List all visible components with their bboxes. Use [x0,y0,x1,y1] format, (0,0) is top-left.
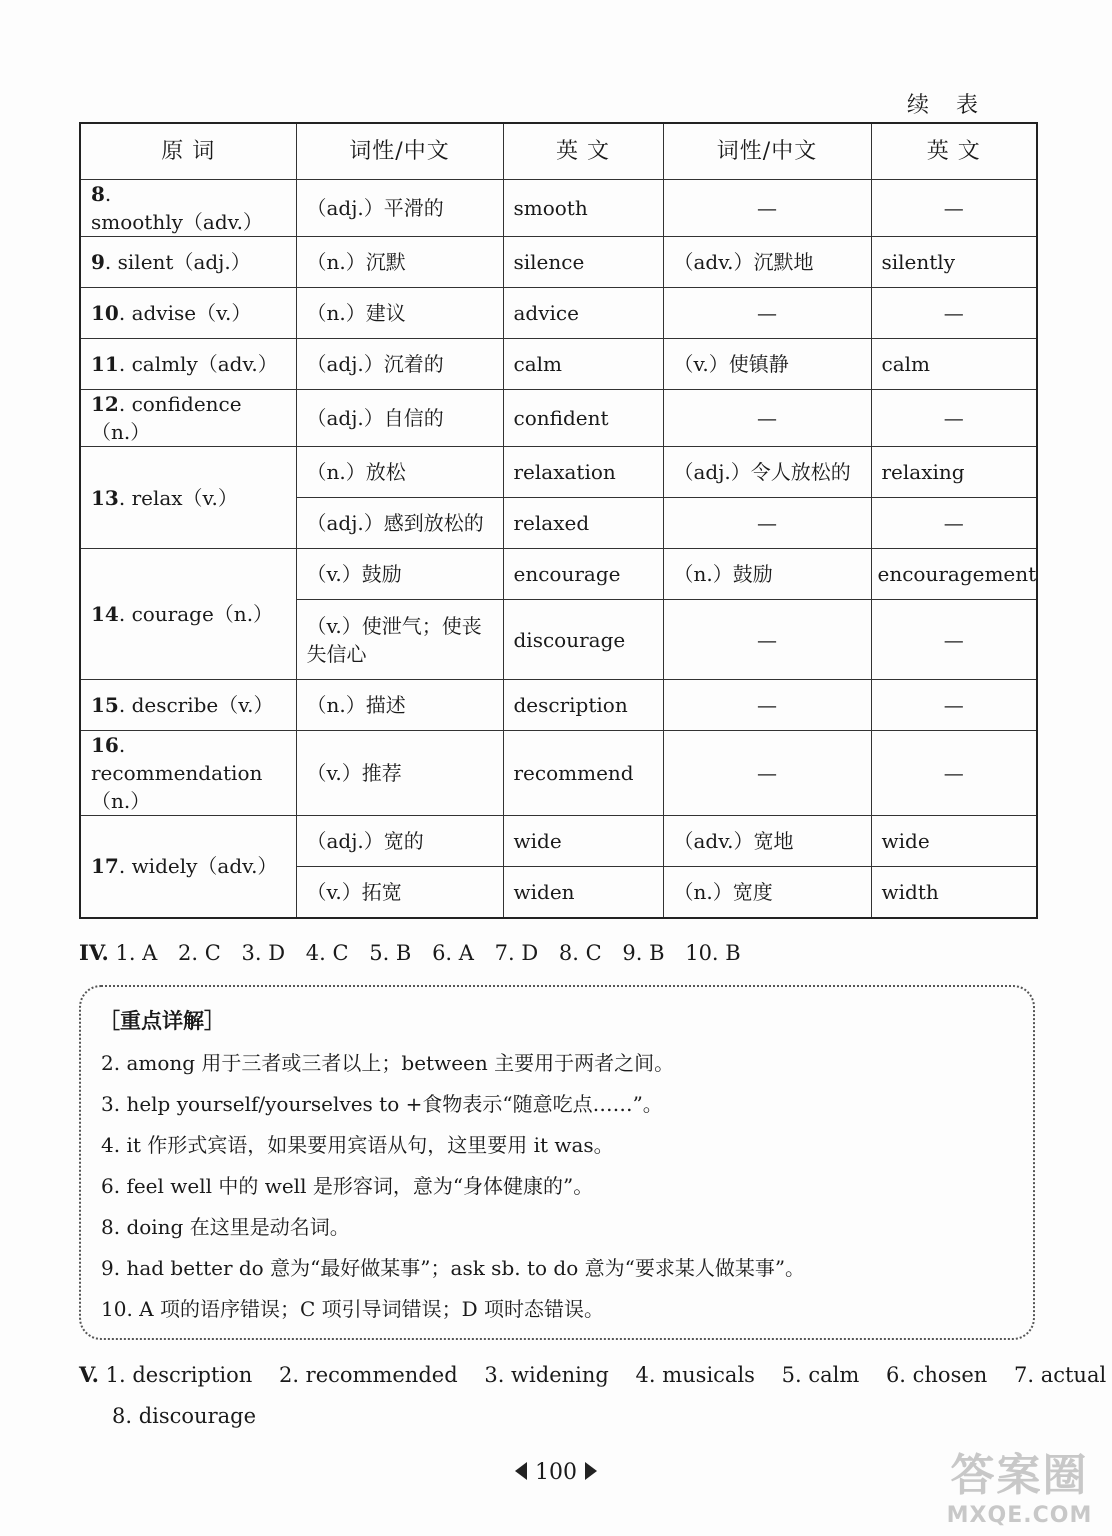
english-cell: — [871,498,1037,549]
answer-item: 9. B [622,941,665,965]
pos-chinese-cell: （v.）使泄气；使丧失信心 [296,600,503,680]
pos-chinese-cell: （v.）使镇静 [663,339,871,390]
explanation-line: 3. help yourself/yourselves to +食物表示“随意吃点……”。 [101,1092,663,1116]
table-row [80,731,1037,816]
original-word-cell: 16. recommendation（n.） [80,731,296,816]
explanation-line: 8. doing 在这里是动名词。 [101,1215,350,1239]
table-row [80,447,1037,498]
table-row [80,339,1037,390]
english-cell: — [871,731,1037,816]
header-pos-chinese-1: 词性/中文 [296,123,503,180]
watermark-line1: 答案圈 [950,1450,1089,1501]
english-cell: — [871,600,1037,680]
answer-item: 2. C [178,941,221,965]
pos-chinese-cell: （n.）描述 [296,680,503,731]
english-cell: encouragement [871,549,1037,600]
table-row [80,680,1037,731]
pos-chinese-cell: （n.）建议 [296,288,503,339]
table-row [80,180,1037,237]
answer-item: 10. B [685,941,741,965]
explanation-line: 6. feel well 中的 well 是形容词，意为“身体健康的”。 [101,1174,594,1198]
pos-chinese-cell: （v.）推荐 [296,731,503,816]
pos-chinese-cell: （adj.）沉着的 [296,339,503,390]
triangle-left-icon [515,1462,527,1480]
answer-item: 6. chosen [885,1363,988,1387]
section-v-label: V. [79,1362,99,1387]
original-word-cell: 8. smoothly（adv.） [80,180,296,237]
pos-chinese-cell: — [663,180,871,237]
english-cell: advice [503,288,663,339]
english-cell: — [871,390,1037,447]
answer-item: 3. D [241,941,286,965]
pos-chinese-cell: （n.）放松 [296,447,503,498]
english-cell: discourage [503,600,663,680]
triangle-right-icon [585,1462,597,1480]
english-cell: calm [871,339,1037,390]
pos-chinese-cell: （n.）宽度 [663,867,871,918]
english-cell: silently [871,237,1037,288]
table-row [80,390,1037,447]
english-cell: width [871,867,1037,918]
answer-item: 1. A [115,941,158,965]
continued-label: 续 表 [907,93,988,118]
explanation-line: 2. among 用于三者或三者以上；between 主要用于两者之间。 [101,1051,675,1075]
answer-item: 4. C [305,941,349,965]
section-v-answers-line2 [112,1404,256,1428]
english-cell: encourage [503,549,663,600]
original-word-cell: 12. confidence（n.） [80,390,296,447]
explanation-line: 4. it 作形式宾语，如果要用宾语从句，这里要用 it was。 [101,1133,614,1157]
english-cell: silence [503,237,663,288]
explanation-box [79,985,1035,1340]
explanation-line: 10. A 项的语序错误；C 项引导词错误；D 项时态错误。 [101,1297,605,1321]
watermark-logo [937,1439,1102,1528]
header-pos-chinese-2: 词性/中文 [663,123,871,180]
pos-chinese-cell: （adj.）平滑的 [296,180,503,237]
table-row [80,549,1037,600]
pos-chinese-cell: — [663,288,871,339]
pos-chinese-cell: （adv.）宽地 [663,816,871,867]
pos-chinese-cell: （adj.）宽的 [296,816,503,867]
pos-chinese-cell: （adv.）沉默地 [663,237,871,288]
original-word-cell: 17. widely（adv.） [80,816,296,918]
explanation-heading: ［重点详解］ [99,1009,225,1033]
section-iv-answers [79,940,755,965]
pos-chinese-cell: （adj.）感到放松的 [296,498,503,549]
answer-item: 7. D [494,941,539,965]
answer-item: 5. calm [781,1363,860,1387]
english-cell: — [871,288,1037,339]
english-cell: relaxation [503,447,663,498]
english-cell: recommend [503,731,663,816]
english-cell: — [871,680,1037,731]
pos-chinese-cell: — [663,390,871,447]
answer-item: 1. description [105,1363,253,1387]
english-cell: relaxing [871,447,1037,498]
english-cell: wide [871,816,1037,867]
answer-item: 2. recommended [278,1363,458,1387]
answer-item: 4. musicals [635,1363,755,1387]
answer-item: 3. widening [484,1363,609,1387]
pos-chinese-cell: （adj.）自信的 [296,390,503,447]
table-header-row [80,123,1037,180]
header-english-2: 英 文 [871,123,1037,180]
english-cell: relaxed [503,498,663,549]
explanation-line: 9. had better do 意为“最好做某事”；ask sb. to do 意为“要求某人做某事”。 [101,1256,806,1280]
pos-chinese-cell: — [663,680,871,731]
table-row [80,816,1037,867]
header-original-word: 原 词 [80,123,296,180]
answer-item: 8. C [558,941,602,965]
original-word-cell: 14. courage（n.） [80,549,296,680]
answer-item: 8. discourage [112,1404,257,1428]
pos-chinese-cell: — [663,731,871,816]
page-number-text: 100 [535,1460,577,1485]
answer-item: 5. B [369,941,412,965]
pos-chinese-cell: （v.）拓宽 [296,867,503,918]
english-cell: confident [503,390,663,447]
pos-chinese-cell: （v.）鼓励 [296,549,503,600]
original-word-cell: 9. silent（adj.） [80,237,296,288]
english-cell: calm [503,339,663,390]
original-word-cell: 10. advise（v.） [80,288,296,339]
section-iv-label: IV. [79,940,109,965]
english-cell: smooth [503,180,663,237]
table-row [80,237,1037,288]
pos-chinese-cell: — [663,600,871,680]
answer-item: 6. A [432,941,474,965]
original-word-cell: 13. relax（v.） [80,447,296,549]
original-word-cell: 11. calmly（adv.） [80,339,296,390]
vocabulary-table [79,122,1038,919]
english-cell: widen [503,867,663,918]
pos-chinese-cell: （adj.）令人放松的 [663,447,871,498]
pos-chinese-cell: （n.）沉默 [296,237,503,288]
watermark-line2: MXQE.COM [946,1503,1093,1528]
table-row [80,288,1037,339]
english-cell: — [871,180,1037,237]
section-v-answers [79,1362,1112,1387]
original-word-cell: 15. describe（v.） [80,680,296,731]
pos-chinese-cell: — [663,498,871,549]
header-english-1: 英 文 [503,123,663,180]
pos-chinese-cell: （n.）鼓励 [663,549,871,600]
answer-item: 7. actual [1014,1363,1107,1387]
english-cell: description [503,680,663,731]
english-cell: wide [503,816,663,867]
